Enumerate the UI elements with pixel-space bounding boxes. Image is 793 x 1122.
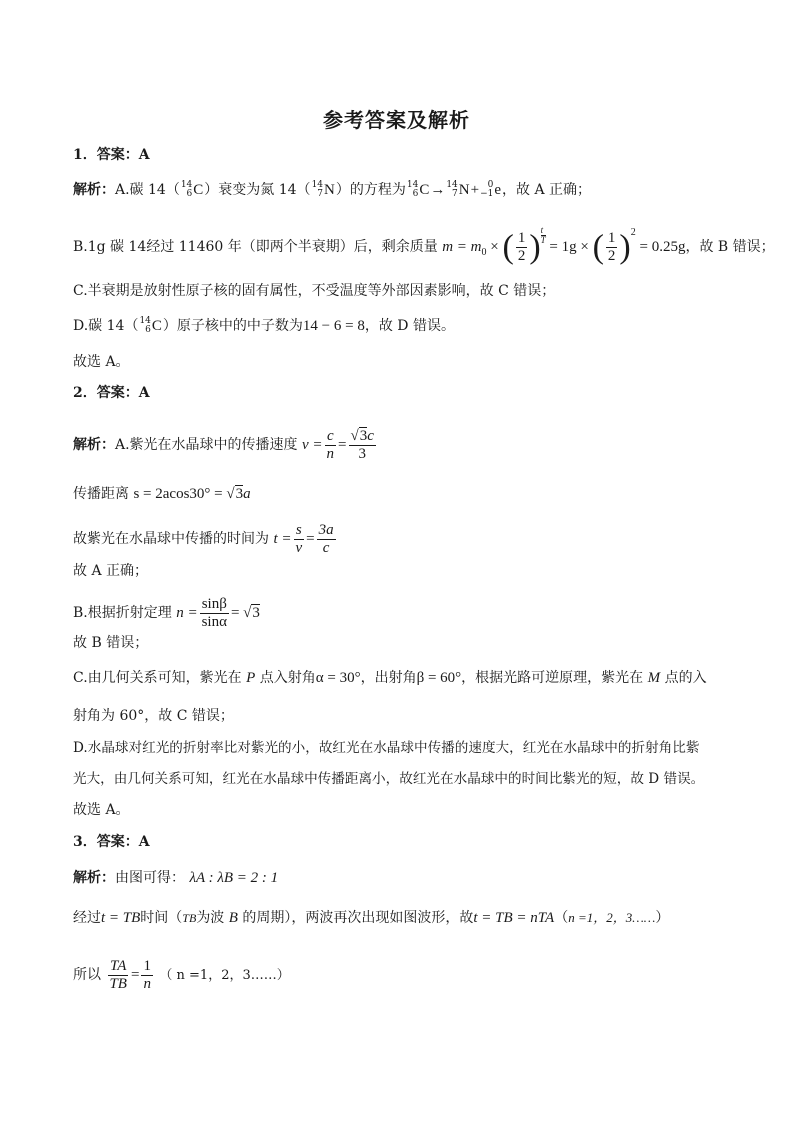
- q1-a-text2: ）衰变为氮 14（: [204, 182, 311, 198]
- q1-b-eq1: = 1g ×: [549, 238, 589, 255]
- t-num: s: [295, 522, 302, 538]
- n14-symbol: N: [324, 182, 335, 198]
- q2-time: [73, 522, 773, 557]
- q1-option-d: [73, 316, 773, 336]
- q2-option-b: [73, 596, 773, 631]
- q1-conclusion: 故选 A。: [73, 354, 130, 370]
- q3-text1: 由图可得：: [115, 870, 185, 886]
- wavelength-ratio: λA : λB = 2 : 1: [189, 870, 279, 886]
- root3c-over-3: [349, 428, 376, 463]
- c-text4: ，根据光路可逆原理，紫光在: [461, 670, 644, 686]
- TA: TA: [110, 958, 127, 974]
- root3c-radicand: 3: [359, 428, 368, 444]
- eq-n14-symbol: N: [458, 182, 470, 198]
- TB-label: TB: [182, 911, 197, 925]
- half-den-2: 2: [607, 248, 616, 264]
- q1-d-text2: ）原子核中的中子数为: [162, 318, 303, 334]
- q2-a-correct: 故 A 正确；: [73, 563, 149, 579]
- q1-b-text1: B.1g 碳 14经过 11460 年（即两个半衰期）后，剩余质量: [73, 238, 438, 255]
- s-over-v: [294, 522, 305, 557]
- c-text3: ，出射角: [360, 670, 417, 686]
- n-values: n =1，2，3……: [568, 910, 656, 925]
- t-den: v: [295, 540, 303, 556]
- half-num-1: 1: [517, 230, 526, 246]
- q2-conclusion: 故选 A。: [73, 802, 130, 818]
- q2-a-text: A.紫光在水晶球中的传播速度: [115, 436, 298, 453]
- exp-t-over-T: [541, 226, 546, 245]
- nuclide-n14: [312, 180, 335, 200]
- n-lhs: n =: [176, 604, 198, 621]
- arrow-symbol: →: [430, 182, 446, 198]
- q2-b-text: B.根据折射定理: [73, 604, 172, 621]
- q2-option-a: [73, 428, 773, 463]
- q2-distance: [73, 484, 773, 504]
- d-c14-mass: 14: [139, 316, 151, 326]
- q1-option-b: [73, 224, 775, 266]
- v-den: n: [326, 446, 335, 462]
- eq-c14-atomic: 6: [412, 189, 419, 199]
- speed-formula: [302, 428, 378, 462]
- q3-line2-c: 为波: [196, 910, 225, 926]
- TA-over-TB: [107, 958, 129, 993]
- distance-formula: s = 2acos30° = √3a: [133, 486, 251, 502]
- exp-t: t: [541, 226, 546, 236]
- q1-label: 解析：: [73, 182, 115, 198]
- n-radicand: 3: [252, 604, 260, 621]
- distance-radicand: 3: [235, 486, 244, 502]
- time-formula: [273, 522, 337, 556]
- q1-d-text3: ，故 D 错误。: [364, 318, 455, 334]
- plus-symbol: +: [470, 182, 480, 198]
- electron-charge: −1: [480, 189, 494, 199]
- root3c-den: 3: [358, 446, 366, 462]
- paren-close-2: ): [619, 228, 631, 266]
- page-title: 参考答案及解析: [323, 108, 470, 132]
- n-eq: =: [230, 604, 244, 621]
- sin-alpha: sinα: [201, 614, 227, 630]
- TB: TB: [109, 976, 127, 992]
- times-symbol: ×: [490, 238, 499, 255]
- distance-expr: s = 2acos30° =: [133, 486, 227, 502]
- q3-line2-d: 的周期），两波再次出现如图波形，故: [242, 910, 474, 926]
- eq-c14-symbol: C: [419, 182, 430, 198]
- root3c-c: c: [367, 428, 374, 444]
- c14-symbol: C: [193, 182, 204, 198]
- neutron-formula: 14 − 6 = 8: [302, 318, 365, 334]
- distance-text: 传播距离: [73, 486, 129, 502]
- eq-c14-mass: 14: [406, 180, 419, 190]
- q3-line2-a: 经过: [73, 910, 101, 926]
- half-den-1: 2: [517, 248, 526, 264]
- q2-option-c-line2: 射角为 60°，故 C 错误；: [73, 708, 234, 724]
- d-c14-symbol: C: [151, 318, 162, 334]
- t-equals-TB: t = TB: [101, 910, 141, 926]
- n14-atomic: 7: [317, 189, 324, 199]
- electron-mass: 0: [487, 180, 494, 190]
- v-lhs: v =: [302, 436, 323, 453]
- alpha-value: α = 30°: [315, 670, 361, 686]
- c14-atomic: 6: [186, 189, 193, 199]
- q2-heading: 2．答案：A: [73, 385, 150, 401]
- refraction-formula: n = $\frac{\sin\beta}{\sin\alpha}$ = √3: [176, 596, 260, 630]
- c-over-n: [325, 428, 337, 463]
- q2-b-wrong: 故 B 错误；: [73, 635, 149, 651]
- exp-T: T: [540, 234, 546, 245]
- d-nuclide-c14: [139, 316, 161, 336]
- wave-B: B: [228, 910, 238, 926]
- q3-line3-a: 所以: [73, 966, 101, 983]
- c-text2: 点入射角: [259, 670, 316, 686]
- nuclide-c14: [181, 180, 203, 200]
- n-den: n: [143, 976, 151, 992]
- q3-line2-b: 时间（: [140, 910, 183, 926]
- c14-mass: 14: [180, 180, 193, 190]
- q3-n-values: （ n =1，2，3……）: [159, 967, 290, 983]
- 3a-over-c: [317, 522, 336, 557]
- electron-symbol: e: [494, 182, 502, 198]
- point-M: M: [647, 670, 661, 686]
- q3-line2-e: （: [554, 910, 569, 926]
- mass-sub0: 0: [481, 246, 487, 258]
- q3-ratio-line: [73, 868, 773, 888]
- q1-a-text4: ，故 A 正确；: [502, 182, 592, 198]
- n14-mass: 14: [311, 180, 324, 190]
- q1-option-a: [73, 180, 773, 200]
- time-text: 故紫光在水晶球中传播的时间为: [73, 530, 269, 547]
- q1-option-c: C.半衰期是放射性原子核的固有属性，不受温度等外部因素影响，故 C 错误；: [73, 283, 556, 299]
- q3-heading: 3．答案：A: [73, 834, 150, 850]
- q2-label: 解析：: [73, 436, 115, 453]
- q2-option-d-line1: D.水晶球对红光的折射率比对紫光的小，故红光在水晶球中传播的速度大，红光在水晶球中的折射角比紫: [73, 740, 700, 756]
- t-den2: c: [322, 540, 330, 556]
- sin-beta: sinβ: [201, 596, 227, 612]
- paren-open-2: (: [592, 228, 604, 266]
- q3-result-line: [73, 958, 773, 993]
- period-ratio-formula: [105, 958, 154, 992]
- equation-c14: [407, 180, 429, 200]
- q1-b-text2: ，故 B 错误；: [685, 238, 775, 255]
- q1-heading: 1．答案：A: [73, 147, 150, 163]
- t-eq: =: [306, 530, 315, 547]
- q1-a-text3: ）的方程为: [335, 182, 406, 198]
- q1-d-text1: D.碳 14（: [73, 318, 139, 334]
- half-fraction-1: [516, 230, 528, 265]
- eq-n14-mass: 14: [446, 180, 458, 190]
- exp-2: 2: [630, 226, 636, 238]
- t-equals-nTA: t = TB = nTA: [473, 910, 555, 926]
- one-over-n: [141, 958, 153, 993]
- v-eq: =: [338, 436, 347, 453]
- q1-b-eq2: = 0.25g: [639, 238, 686, 255]
- period-eq: =: [130, 966, 140, 983]
- q3-period-line: [73, 908, 773, 928]
- t-lhs: t =: [273, 530, 292, 547]
- sin-fraction: [200, 596, 229, 631]
- v-num: c: [326, 428, 334, 444]
- paren-close: ): [529, 228, 541, 266]
- q1-a-text1: A.碳 14（: [115, 182, 180, 198]
- half-num-2: 1: [607, 230, 616, 246]
- point-P: P: [246, 670, 256, 686]
- root3c: √3c: [350, 428, 374, 444]
- q3-line2-close: ）: [655, 910, 670, 926]
- equation-n14: [446, 180, 469, 200]
- mass-m: m = m: [442, 238, 482, 255]
- equation-electron: [480, 180, 501, 200]
- c-text1: C.由几何关系可知，紫光在: [73, 670, 242, 686]
- q2-option-c-line1: [73, 668, 773, 688]
- c-text5: 点的入: [664, 670, 707, 686]
- one: 1: [143, 958, 151, 974]
- q1-b-formula: [442, 224, 686, 266]
- t-num2: 3a: [318, 522, 334, 538]
- distance-a: a: [243, 486, 251, 502]
- paren-open: (: [502, 228, 514, 266]
- d-c14-atomic: 6: [145, 325, 151, 335]
- eq-n14-atomic: 7: [452, 189, 458, 199]
- half-fraction-2: [606, 230, 618, 265]
- q2-option-d-line2: 光大，由几何关系可知，红光在水晶球中传播距离小，故红光在水晶球中的时间比紫光的短，故 D 错误。: [73, 771, 705, 787]
- beta-value: β = 60°: [416, 670, 462, 686]
- q3-label: 解析：: [73, 870, 115, 886]
